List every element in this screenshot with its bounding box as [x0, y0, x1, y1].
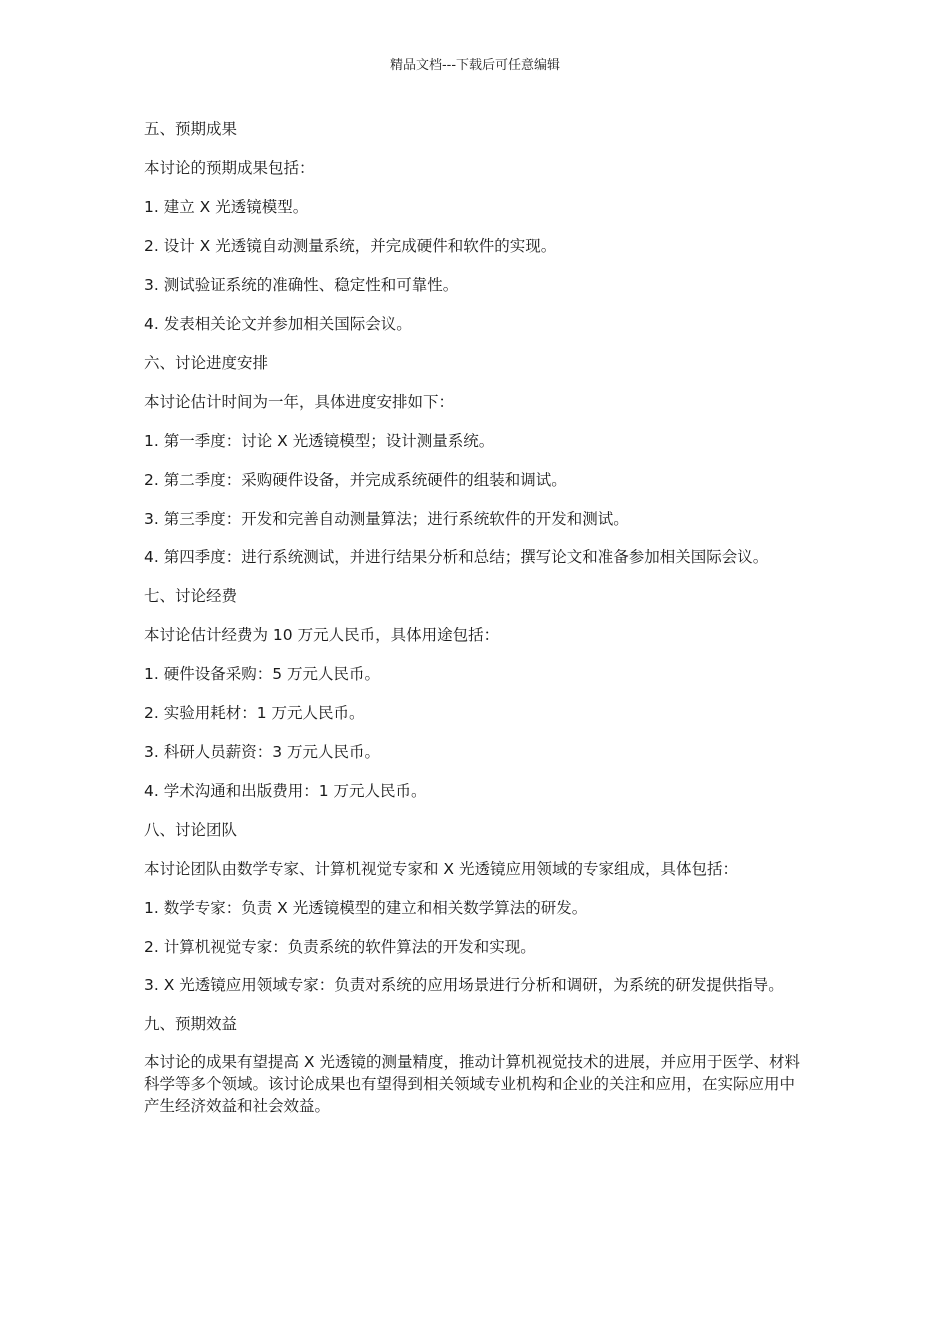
document-body: [144, 117, 808, 1133]
page-header: 精品文档---下载后可任意编辑: [389, 58, 561, 73]
list-item: 1. 建立 X 光透镜模型。: [144, 198, 309, 216]
list-item: 1. 数学专家：负责 X 光透镜模型的建立和相关数学算法的研发。: [144, 899, 588, 917]
list-item: 2. 实验用耗材：1 万元人民币。: [144, 704, 365, 722]
paragraph: 本讨论估计经费为 10 万元人民币，具体用途包括：: [144, 626, 500, 644]
list-item: 2. 计算机视觉专家：负责系统的软件算法的开发和实现。: [144, 938, 536, 956]
section-heading-benefits: 九、预期效益: [144, 1015, 238, 1033]
section-heading-schedule: 六、讨论进度安排: [144, 354, 269, 372]
list-item: 1. 第一季度：讨论 X 光透镜模型；设计测量系统。: [144, 432, 495, 450]
list-item: 4. 学术沟通和出版费用：1 万元人民币。: [144, 782, 427, 800]
section-heading-results: 五、预期成果: [144, 120, 238, 138]
list-item: 3. 科研人员薪资：3 万元人民币。: [144, 743, 381, 761]
section-heading-team: 八、讨论团队: [144, 821, 238, 839]
list-item: 3. 第三季度：开发和完善自动测量算法；进行系统软件的开发和测试。: [144, 510, 629, 528]
list-item: 4. 发表相关论文并参加相关国际会议。: [144, 315, 412, 333]
list-item: 3. X 光透镜应用领域专家：负责对系统的应用场景进行分析和调研，为系统的研发提供指导。: [144, 976, 784, 994]
list-item: 4. 第四季度：进行系统测试，并进行结果分析和总结；撰写论文和准备参加相关国际会议。: [144, 548, 769, 566]
paragraph: 本讨论估计时间为一年，具体进度安排如下：: [144, 393, 455, 411]
paragraph: 本讨论的成果有望提高 X 光透镜的测量精度，推动计算机视觉技术的进展，并应用于医学、材料科学等多个领域。该讨论成果也有望得到相关领域专业机构和企业的关注和应用，在实际应用中产生经济效益和社会效益。: [144, 1053, 800, 1115]
paragraph: 本讨论团队由数学专家、计算机视觉专家和 X 光透镜应用领域的专家组成，具体包括：: [144, 860, 738, 878]
list-item: 2. 设计 X 光透镜自动测量系统，并完成硬件和软件的实现。: [144, 237, 557, 255]
section-heading-budget: 七、讨论经费: [144, 587, 238, 605]
list-item: 3. 测试验证系统的准确性、稳定性和可靠性。: [144, 276, 459, 294]
list-item: 2. 第二季度：采购硬件设备，并完成系统硬件的组装和调试。: [144, 471, 567, 489]
list-item: 1. 硬件设备采购：5 万元人民币。: [144, 665, 381, 683]
paragraph: 本讨论的预期成果包括：: [144, 159, 315, 177]
